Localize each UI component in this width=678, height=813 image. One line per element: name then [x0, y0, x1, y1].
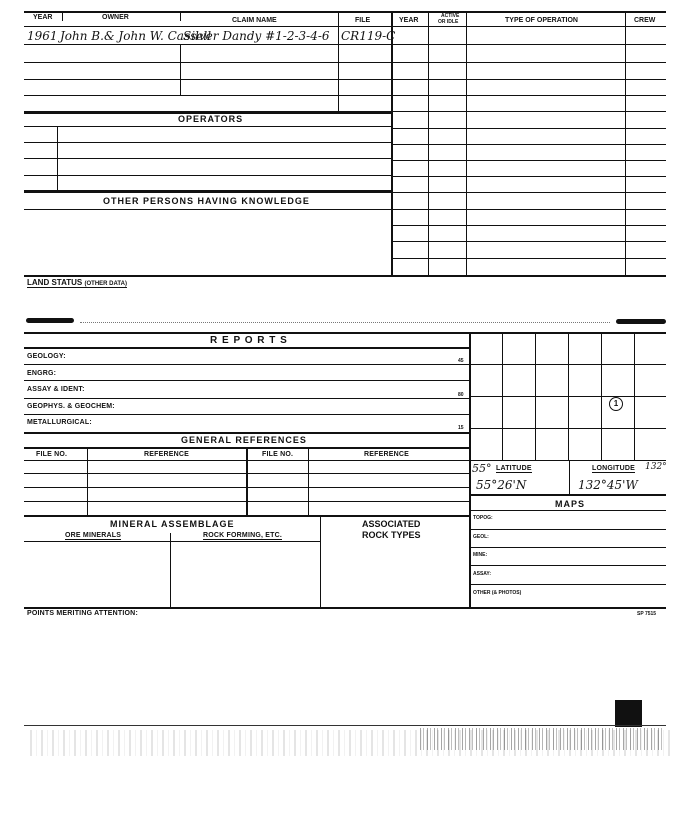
ore-minerals-header: ORE MINERALS [65, 532, 122, 539]
reports-bottom-rule [24, 432, 469, 434]
gr-row-line [24, 501, 469, 502]
report-num-geology: 45 [458, 358, 464, 364]
right-grid-row [391, 160, 666, 161]
reports-top-rule [24, 332, 666, 334]
other-persons-bottom-rule [24, 209, 392, 210]
operators-left-sep [57, 126, 58, 190]
mineral-col-sep [170, 533, 171, 607]
claim-year: 1961 [27, 29, 58, 43]
maps-label-other: OTHER (& PHOTOS) [473, 590, 522, 596]
operators-label: OPERATORS [178, 114, 244, 124]
maps-label-assay: ASSAY: [473, 571, 492, 577]
right-grid-row [391, 225, 666, 226]
claim-col-owner-sep [180, 44, 181, 95]
header-sep-owner [180, 11, 181, 21]
dotted-fold-line [80, 322, 610, 323]
longitude-label: LONGITUDE [592, 465, 636, 472]
gr-header-reference-2: REFERENCE [364, 451, 409, 458]
right-grid-row [391, 176, 666, 177]
scan-bottom-rule [24, 725, 666, 726]
scan-black-block [615, 700, 642, 727]
lat-long-sep [569, 461, 570, 494]
location-grid-row [469, 364, 666, 365]
right-grid-row [391, 192, 666, 193]
gr-col-sep-3 [308, 447, 309, 515]
right-grid-row [391, 79, 666, 80]
points-top-rule [24, 607, 666, 609]
right-grid-left-border [391, 11, 393, 275]
top-border [24, 11, 666, 13]
col-header-active: ACTIVE [441, 13, 460, 19]
header-bottom-rule [24, 26, 666, 27]
right-grid-row [391, 241, 666, 242]
header-sep-claim [338, 11, 339, 26]
col-header-year2: YEAR [399, 17, 419, 24]
points-meriting-attention-label: POINTS MERITING ATTENTION: [27, 610, 138, 617]
operators-bottom-rule [24, 126, 392, 127]
right-grid-row [391, 62, 666, 63]
claim-col-file-sep [338, 26, 339, 111]
location-grid-row [469, 460, 666, 461]
latitude-value: 55°26'N [476, 478, 527, 492]
redaction-mark-right [616, 319, 666, 324]
other-persons-top-rule [24, 191, 392, 193]
col-header-year: YEAR [33, 14, 53, 21]
col-header-or-idle: OR IDLE [438, 19, 459, 25]
gr-header-file-no-2: FILE NO. [262, 451, 294, 458]
maps-title: MAPS [555, 499, 586, 509]
gr-bottom-rule [24, 515, 469, 517]
right-grid-row [391, 209, 666, 210]
header-sep-year [62, 11, 63, 21]
right-grid-row [391, 111, 666, 112]
operator-row-line [24, 158, 392, 159]
report-num-assay: 80 [458, 392, 464, 398]
land-status-title: LAND STATUS [27, 278, 83, 287]
land-status-label [27, 278, 127, 288]
maps-top-rule [469, 494, 666, 496]
report-num-metallurgical: 15 [458, 425, 464, 431]
right-grid-row [391, 144, 666, 145]
maps-label-geol: GEOL: [473, 534, 489, 540]
claim-owner: John B.& John W. Cassell [60, 29, 212, 43]
col-header-owner: OWNER [102, 14, 129, 21]
report-label-assay: ASSAY & IDENT: [27, 386, 85, 393]
header-sep-type [466, 11, 467, 26]
reports-title: R E P O R T S [210, 335, 288, 346]
maps-label-mine: MINE: [473, 552, 488, 558]
col-header-crew: CREW [634, 17, 656, 24]
maps-row-line [469, 529, 666, 530]
col-header-type-of-operation: TYPE OF OPERATION [505, 17, 578, 24]
right-grid-row [391, 95, 666, 96]
longitude-value: 132°45'W [578, 478, 638, 492]
right-grid-row [391, 128, 666, 129]
operator-row-line [24, 142, 392, 143]
redaction-mark-left [26, 318, 74, 323]
right-grid-crew-sep [625, 26, 626, 275]
land-status-sub: (OTHER DATA) [84, 281, 127, 287]
general-references-title: GENERAL REFERENCES [181, 435, 307, 445]
claim-row-line [24, 62, 392, 63]
reports-title-rule [24, 347, 469, 349]
gr-col-sep-1 [87, 447, 88, 515]
col-header-file: FILE [355, 17, 371, 24]
claim-row-line [24, 95, 392, 96]
report-label-engrg: ENGRG: [27, 370, 57, 377]
grid-circled-mark: 1 [609, 397, 623, 411]
report-row-line [24, 398, 469, 399]
gr-row-line [24, 487, 469, 488]
report-row-line [24, 364, 469, 365]
right-grid-row [391, 44, 666, 45]
gr-col-sep-2 [246, 447, 248, 515]
gr-header-file-no: FILE NO. [36, 451, 68, 458]
latitude-prefix: 55° [472, 462, 492, 475]
longitude-suffix: 132° [645, 462, 667, 472]
maps-row-line [469, 547, 666, 548]
claim-name: Silver Dandy #1-2-3-4-6 [183, 29, 330, 43]
operator-row-line [24, 175, 392, 176]
associated-rock-types-line2: ROCK TYPES [362, 530, 421, 540]
right-grid-active-sep [428, 26, 429, 275]
report-label-metallurgical: METALLURGICAL: [27, 419, 92, 426]
location-grid-row [469, 396, 666, 397]
mineral-header-rule [24, 541, 320, 542]
claim-row-line [24, 44, 392, 45]
header-sep-crew [625, 11, 626, 26]
other-persons-label: OTHER PERSONS HAVING KNOWLEDGE [103, 196, 310, 206]
claim-row-line [24, 79, 392, 80]
location-grid-row [469, 428, 666, 429]
right-grid-row [391, 258, 666, 259]
rock-forming-header: ROCK FORMING, ETC. [203, 532, 283, 539]
mineral-assemblage-title: MINERAL ASSEMBLAGE [110, 519, 235, 529]
maps-row-line [469, 565, 666, 566]
associated-left-border [320, 515, 321, 607]
report-label-geology: GEOLOGY: [27, 353, 66, 360]
associated-rock-types-line1: ASSOCIATED [362, 519, 421, 529]
form-number: SP 7515 [637, 611, 657, 617]
gr-row-line [24, 473, 469, 474]
maps-label-topog: TOPOG: [473, 515, 493, 521]
maps-title-rule [469, 510, 666, 511]
header-sep-active [428, 11, 429, 26]
maps-row-line [469, 584, 666, 585]
latitude-label: LATITUDE [496, 465, 532, 472]
report-row-line [24, 380, 469, 381]
scan-noise-dark [420, 728, 665, 750]
claim-file: CR119-C [341, 29, 396, 43]
top-section-bottom-rule [24, 275, 666, 277]
report-label-geophys: GEOPHYS. & GEOCHEM: [27, 403, 115, 410]
gr-header-reference: REFERENCE [144, 451, 189, 458]
col-header-claim-name: CLAIM NAME [232, 17, 277, 24]
right-grid-type-sep [466, 26, 467, 275]
report-row-line [24, 414, 469, 415]
